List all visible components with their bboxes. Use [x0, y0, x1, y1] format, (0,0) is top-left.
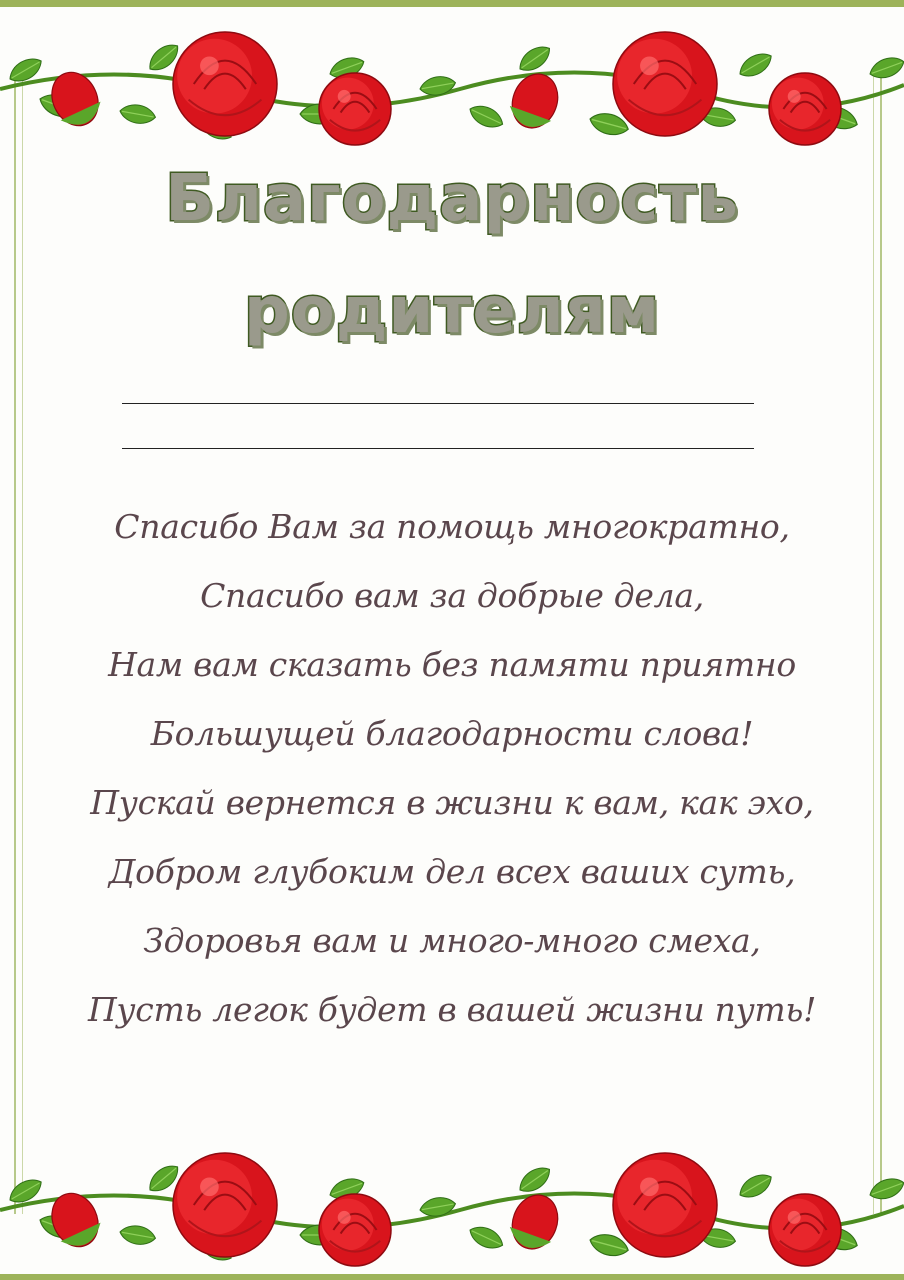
poem-line: Большущей благодарности слова! — [150, 714, 754, 753]
poem-line: Пусть легок будет в вашей жизни путь! — [87, 990, 817, 1029]
page-title-line-1: Благодарность — [165, 162, 739, 236]
rose-icon — [613, 32, 717, 136]
poem-line: Здоровья вам и много-много смеха, — [143, 921, 761, 960]
rose-icon — [769, 73, 841, 145]
rose-icon — [173, 1153, 277, 1257]
rose-garland-top-icon — [0, 19, 904, 149]
poem-line: Спасибо Вам за помощь многократно, — [114, 507, 790, 546]
rose-icon — [613, 1153, 717, 1257]
poem-line: Добром глубоким дел всех ваших суть, — [108, 852, 796, 891]
rose-garland-bottom-icon — [0, 1140, 904, 1270]
rose-icon — [319, 73, 391, 145]
rose-icon — [173, 32, 277, 136]
name-blank-line-2 — [122, 448, 754, 449]
rose-icon — [769, 1194, 841, 1266]
rose-icon — [319, 1194, 391, 1266]
page-title-line-2: родителям — [243, 274, 661, 348]
poem-line: Спасибо вам за добрые дела, — [200, 576, 704, 615]
name-blank-line-1 — [122, 403, 754, 404]
poem — [0, 499, 904, 1051]
poem-line: Нам вам сказать без памяти приятно — [108, 645, 796, 684]
poem-line: Пускай вернется в жизни к вам, как эхо, — [90, 783, 814, 822]
